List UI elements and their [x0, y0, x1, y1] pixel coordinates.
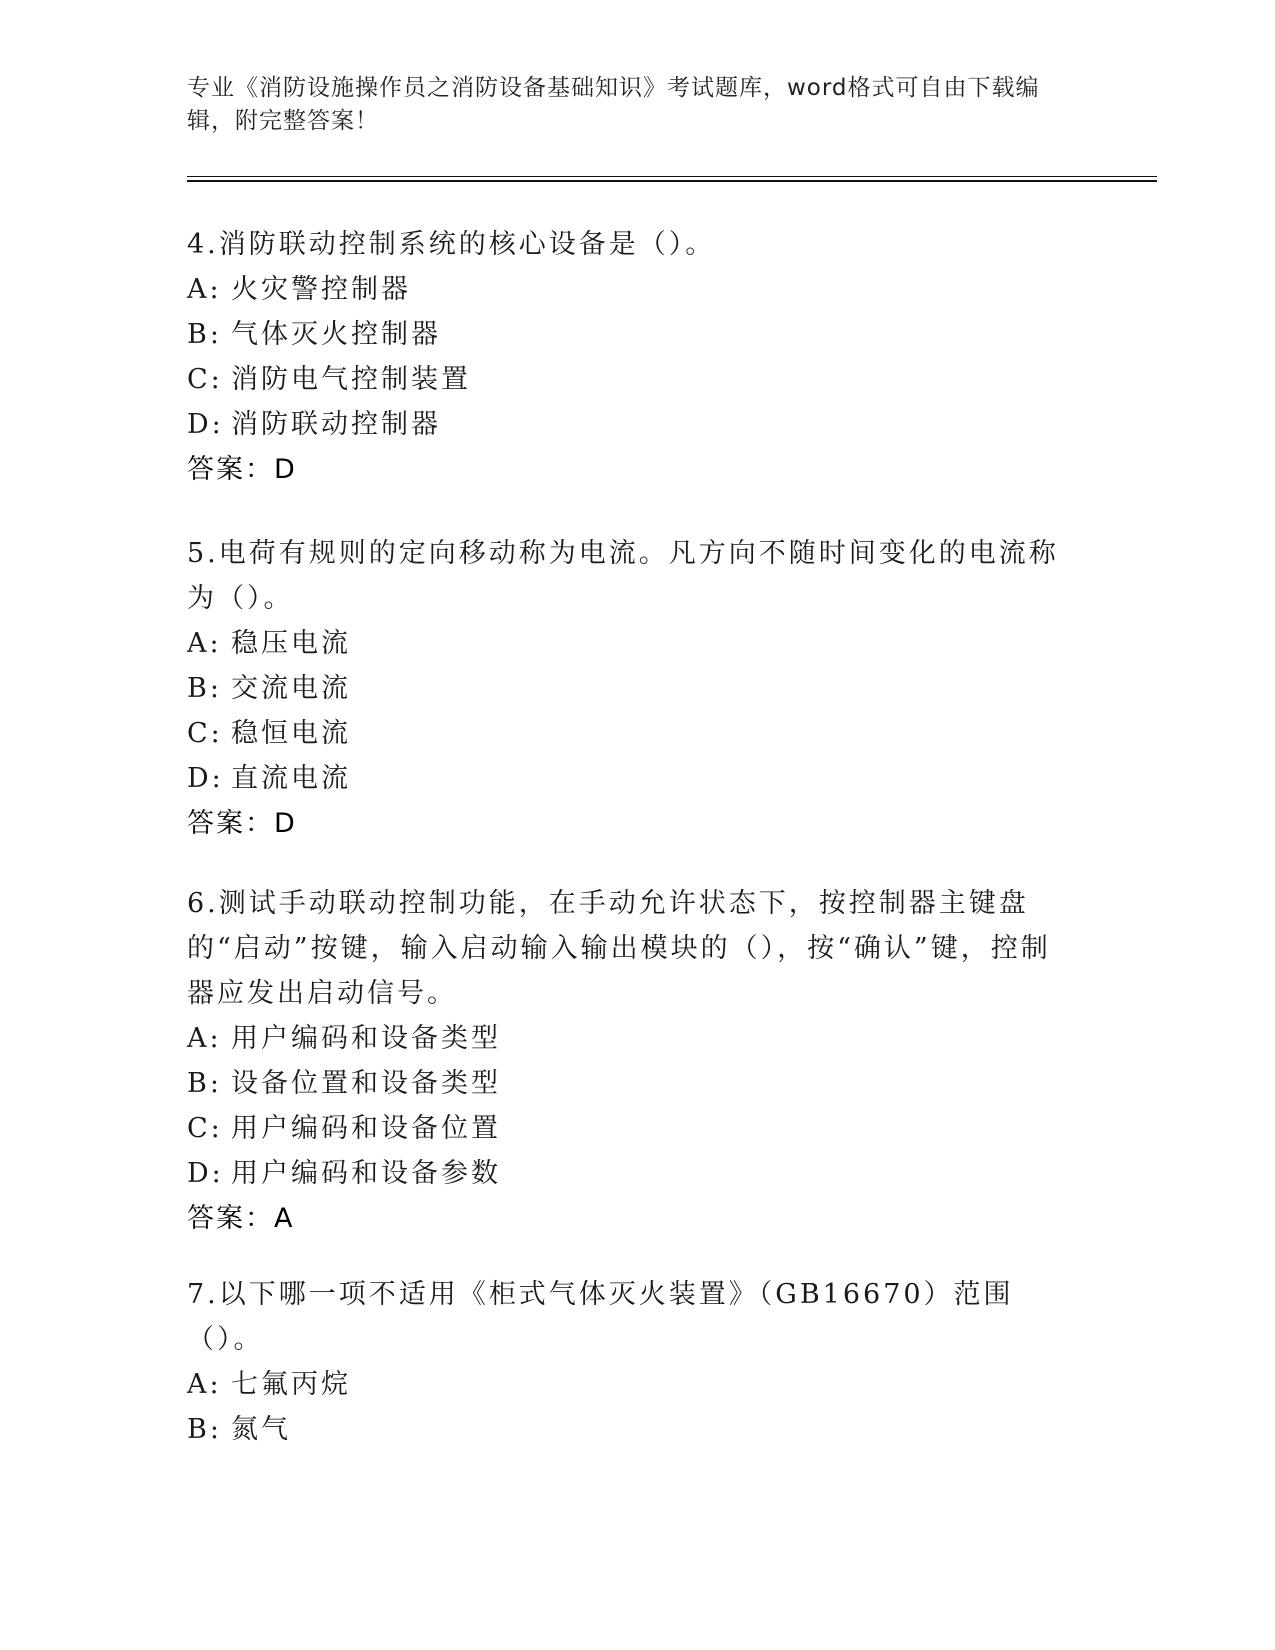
option-a: A: 七氟丙烷	[187, 1369, 351, 1400]
option-d: D: 用户编码和设备参数	[187, 1158, 501, 1189]
header-divider-thick	[187, 180, 1157, 182]
question-text: 4.消防联动控制系统的核心设备是（）。	[187, 229, 716, 260]
answer: 答案：D	[187, 808, 297, 839]
option-a: A: 火灾警控制器	[187, 274, 411, 305]
answer: 答案：A	[187, 1203, 295, 1234]
option-c: C: 稳恒电流	[187, 718, 351, 749]
question-4	[187, 222, 1067, 493]
option-b: B: 氮气	[187, 1414, 291, 1445]
option-a: A: 用户编码和设备类型	[187, 1023, 501, 1054]
option-d: D: 消防联动控制器	[187, 409, 441, 440]
document-header: 专业《消防设施操作员之消防设备基础知识》考试题库，word格式可自由下载编辑，附完整答案！	[187, 75, 1040, 134]
question-5	[187, 531, 1067, 847]
answer: 答案：D	[187, 454, 297, 485]
option-b: B: 设备位置和设备类型	[187, 1068, 501, 1099]
question-text: 7.以下哪一项不适用《柜式气体灭火装置》（GB16670）范围（）。	[187, 1279, 1014, 1355]
option-b: B: 气体灭火控制器	[187, 319, 441, 350]
option-c: C: 消防电气控制装置	[187, 364, 471, 395]
question-text: 6.测试手动联动控制功能，在手动允许状态下，按控制器主键盘的“启动”按键，输入启动输入输出模块的（），按“确认”键，控制器应发出启动信号。	[187, 888, 1051, 1009]
question-7	[187, 1272, 1067, 1452]
question-6	[187, 881, 1067, 1242]
question-text: 5.电荷有规则的定向移动称为电流。凡方向不随时间变化的电流称为（）。	[187, 538, 1059, 614]
option-c: C: 用户编码和设备位置	[187, 1113, 501, 1144]
option-a: A: 稳压电流	[187, 628, 351, 659]
option-b: B: 交流电流	[187, 673, 351, 704]
option-d: D: 直流电流	[187, 763, 351, 794]
header-divider-thin	[187, 176, 1157, 177]
